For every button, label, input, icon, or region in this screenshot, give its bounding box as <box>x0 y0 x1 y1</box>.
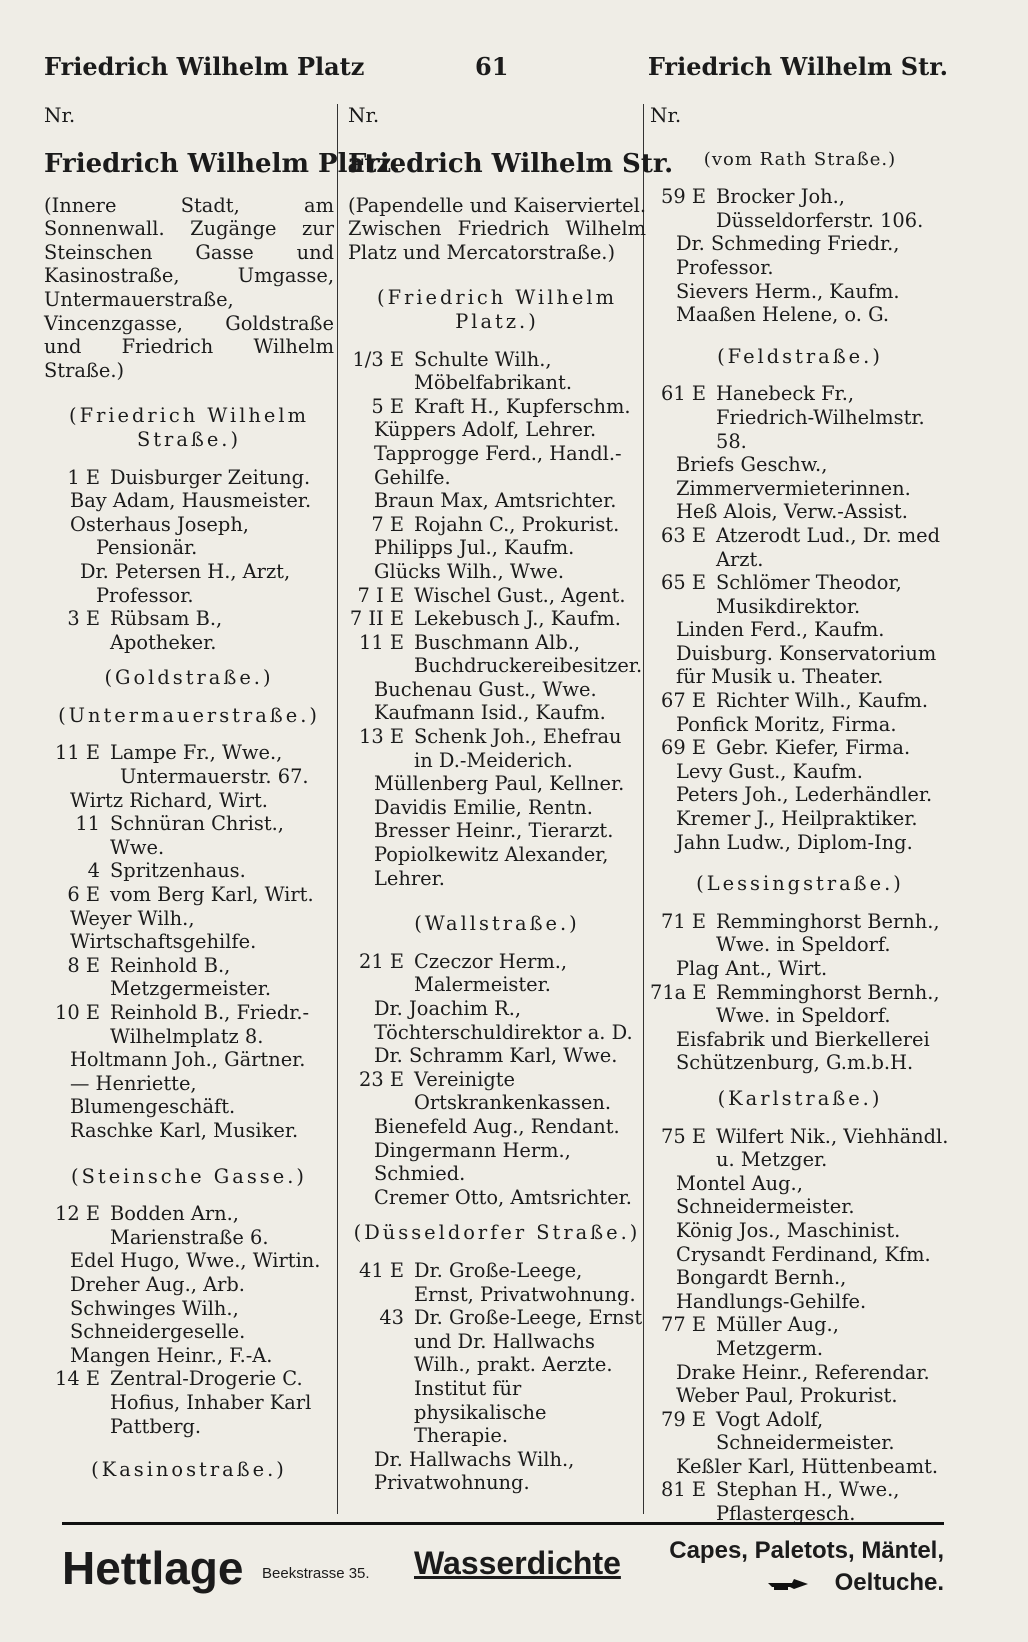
list-item: 81 E Stephan H., Wwe., Pflastergesch. <box>661 1478 900 1526</box>
list-item: Dr. Hallwachs Wilh., Privatwohnung. <box>374 1447 575 1495</box>
list-item: Bienefeld Aug., Rendant. <box>374 1114 620 1138</box>
list-item: Tapprogge Ferd., Handl.-Gehilfe. <box>374 441 622 489</box>
list-item: Untermauerstr. 67. <box>120 765 309 789</box>
list-item: 65 E Schlömer Theodor, Musikdirektor. <box>661 571 902 618</box>
list-item: Kremer J., Heilpraktiker. <box>676 807 918 831</box>
list-item: Drake Heinr., Referendar. <box>676 1360 930 1384</box>
list-item: Holtmann Joh., Gärtner. <box>70 1048 306 1072</box>
list-item: Dreher Aug., Arb. <box>70 1272 245 1296</box>
list-item: Raschke Karl, Musiker. <box>70 1118 299 1142</box>
list-item: 43 Dr. Große-Leege, Ernst und Dr. Hallwachs Wilh., prakt. Aerzte. Institut für physikalische Therapie. <box>379 1306 643 1448</box>
list-item: 7 E Rojahn C., Prokurist. <box>371 512 620 536</box>
list-item: 21 E Czeczor Herm., Malermeister. <box>359 949 568 997</box>
column-divider <box>337 104 338 1514</box>
cross-street: (vom Rath Straße.) <box>703 148 897 170</box>
list-item: 4 Spritzenhaus. <box>87 859 246 883</box>
list-item: 5 E Kraft H., Kupferschm. <box>371 394 631 418</box>
running-header <box>0 52 1028 92</box>
list-item: Dr. Petersen H., Arzt, <box>80 559 291 583</box>
list-item: Kaufmann Isid., Kaufm. <box>374 701 606 725</box>
list-item: 59 E Brocker Joh., Düsseldorferstr. 106. <box>661 185 924 232</box>
cross-street: (Lessingstraße.) <box>696 872 904 896</box>
list-item: König Jos., Maschinist. <box>676 1218 901 1242</box>
list-item: 23 E Vereinigte Ortskrankenkassen. <box>359 1067 612 1115</box>
cross-street: (Düsseldorfer Straße.) <box>353 1221 641 1245</box>
cross-street: (Friedrich Wilhelm Straße.) <box>69 404 309 451</box>
cross-street: (Untermauerstraße.) <box>58 703 320 727</box>
ad-products: Capes, Paletots, Mäntel, <box>669 1537 944 1564</box>
list-item: Heß Alois, Verw.-Assist. <box>676 500 908 524</box>
list-item: Weber Paul, Prokurist. <box>676 1384 898 1408</box>
list-item: 69 E Gebr. Kiefer, Firma. <box>661 736 911 760</box>
list-item: Levy Gust., Kaufm. <box>676 759 863 783</box>
ad-brand: Hettlage <box>62 1542 244 1594</box>
list-item: Cremer Otto, Amtsrichter. <box>374 1185 632 1209</box>
list-item: Edel Hugo, Wwe., Wirtin. <box>70 1249 321 1273</box>
list-item: Wirtz Richard, Wirt. <box>70 788 268 812</box>
list-item: Pensionär. <box>96 536 198 560</box>
list-item: Sievers Herm., Kaufm. <box>676 279 900 303</box>
list-item: 11 Schnüran Christ., Wwe. <box>75 812 284 859</box>
list-item: Professor. <box>96 583 194 607</box>
list-item: 14 E Zentral-Drogerie C. Hofius, Inhaber Karl Pattberg. <box>55 1367 312 1438</box>
cross-street: (Wallstraße.) <box>414 912 580 936</box>
nr-label: Nr. <box>348 103 380 127</box>
list-item: Buchenau Gust., Wwe. <box>374 677 597 701</box>
cross-street: (Feldstraße.) <box>717 344 883 368</box>
list-item: Peters Joh., Lederhändler. <box>676 783 933 807</box>
list-item: Jahn Ludw., Diplom-Ing. <box>676 830 913 854</box>
list-item: 12 E Bodden Arn., Marienstraße 6. <box>55 1202 269 1249</box>
advertisement-footer <box>62 1522 944 1609</box>
street-description: (Innere Stadt, am Sonnenwall. Zugänge zur Steinschen Gasse und Kasinostraße, Umgasse, Untermauerstraße, Vincenzgasse, Goldstraße und Friedrich Wilhelm Straße.) <box>44 193 334 382</box>
list-item: 71 E Remminghorst Bernh., Wwe. in Speldorf. <box>661 909 940 957</box>
column-3 <box>650 103 950 1526</box>
list-item: Müllenberg Paul, Kellner. <box>374 772 625 796</box>
cross-street: (Karlstraße.) <box>717 1086 883 1110</box>
cross-street: (Steinsche Gasse.) <box>71 1164 307 1188</box>
list-item: 3 E Rübsam B., Apotheker. <box>67 607 223 654</box>
list-item: 1 E Duisburger Zeitung. <box>67 465 311 489</box>
header-left: Friedrich Wilhelm Platz <box>44 52 365 81</box>
list-item: 41 E Dr. Große-Leege, Ernst, Privatwohnung. <box>359 1258 636 1306</box>
list-item: Bongardt Bernh., Handlungs-Gehilfe. <box>676 1266 867 1313</box>
list-item: Eisfabrik und Bierkellerei Schützenburg, G.m.b.H. <box>676 1027 930 1075</box>
list-item: Weyer Wilh., Wirtschaftsgehilfe. <box>70 906 257 954</box>
list-item: Mangen Heinr., F.-A. <box>70 1343 273 1367</box>
list-item: — Henriette, Blumengeschäft. <box>70 1071 236 1119</box>
list-item: Popiolkewitz Alexander, Lehrer. <box>374 843 609 890</box>
list-item: Dr. Joachim R., Töchterschuldirektor a. D. <box>374 997 633 1044</box>
list-item: Keßler Karl, Hüttenbeamt. <box>676 1454 939 1478</box>
street-title: Friedrich Wilhelm Platz. <box>44 148 401 179</box>
nr-label: Nr. <box>650 103 682 127</box>
street-description: (Papendelle und Kaiserviertel. Zwischen Friedrich Wilhelm Platz und Mercatorstraße.) <box>348 193 646 264</box>
list-item: 71a E Remminghorst Bernh., Wwe. in Speldorf. <box>650 980 940 1028</box>
ad-address: Beekstrasse 35. <box>262 1565 370 1582</box>
list-item: 63 E Atzerodt Lud., Dr. med Arzt. <box>661 523 941 571</box>
list-item: 7 II E Lekebusch J., Kaufm. <box>349 607 621 631</box>
list-item: Glücks Wilh., Wwe. <box>374 559 565 583</box>
list-item: 8 E Reinhold B., Metzgermeister. <box>67 953 272 1001</box>
list-item: 67 E Richter Wilh., Kaufm. <box>661 689 929 713</box>
list-item: 11 E Buschmann Alb., Buchdruckereibesitzer. <box>359 630 643 678</box>
list-item: Philipps Jul., Kaufm. <box>374 536 575 560</box>
list-item: 7 I E Wischel Gust., Agent. <box>357 583 626 607</box>
list-item: 1/3 E Schulte Wilh., Möbelfabrikant. <box>352 347 572 395</box>
cross-street: (Goldstraße.) <box>104 666 274 690</box>
list-item: Braun Max, Amtsrichter. <box>374 489 617 513</box>
header-right: Friedrich Wilhelm Str. <box>647 52 948 81</box>
list-item: Küppers Adolf, Lehrer. <box>374 418 597 442</box>
list-item: Dr. Schramm Karl, Wwe. <box>374 1044 618 1068</box>
list-item: 79 E Vogt Adolf, Schneidermeister. <box>661 1407 895 1455</box>
list-item: Schwinges Wilh., Schneidergeselle. <box>70 1296 246 1344</box>
cross-street: (Kasinostraße.) <box>91 1458 287 1482</box>
list-item: 11 E Lampe Fr., Wwe., <box>55 741 283 765</box>
list-item: Dingermann Herm., Schmied. <box>374 1138 571 1186</box>
list-item: 77 E Müller Aug., Metzgerm. <box>661 1313 839 1360</box>
list-item: Osterhaus Joseph, <box>70 512 249 536</box>
list-item: 6 E vom Berg Karl, Wirt. <box>67 883 314 907</box>
list-item: Dr. Schmeding Friedr., Professor. <box>676 232 900 279</box>
list-item: Duisburg. Konservatorium für Musik u. Theater. <box>676 641 937 689</box>
list-item: Linden Ferd., Kaufm. <box>676 618 885 642</box>
list-item: Davidis Emilie, Rentn. <box>374 795 593 819</box>
list-item: 10 E Reinhold B., Friedr.-Wilhelmplatz 8. <box>55 1001 310 1048</box>
list-item: Maaßen Helene, o. G. <box>676 303 890 327</box>
list-item: Bay Adam, Hausmeister. <box>70 489 312 513</box>
column-1 <box>44 103 401 1514</box>
nr-label: Nr. <box>44 103 76 127</box>
list-item: 75 E Wilfert Nik., Viehhändl. u. Metzger. <box>661 1124 949 1172</box>
list-item: Ponfick Moritz, Firma. <box>676 712 897 736</box>
list-item: Bresser Heinr., Tierarzt. <box>374 819 614 843</box>
page-number: 61 <box>475 52 509 81</box>
pointing-hand-icon <box>768 1577 810 1593</box>
list-item: 61 E Hanebeck Fr., Friedrich-Wilhelmstr. 58. <box>661 382 925 453</box>
ad-oeltuche: Oeltuche. <box>834 1569 944 1596</box>
ad-headline: Wasserdichte <box>414 1545 621 1581</box>
street-title: Friedrich Wilhelm Str. <box>348 148 674 179</box>
cross-street: (Friedrich Wilhelm Platz.) <box>377 286 617 333</box>
list-item: Crysandt Ferdinand, Kfm. <box>676 1242 931 1266</box>
list-item: Plag Ant., Wirt. <box>676 957 828 980</box>
column-2 <box>348 103 674 1514</box>
list-item: Briefs Geschw., Zimmervermieterinnen. <box>676 453 911 500</box>
list-item: 13 E Schenk Joh., Ehefrau in D.-Meiderich. <box>359 725 622 772</box>
list-item: Montel Aug., Schneidermeister. <box>676 1171 855 1219</box>
